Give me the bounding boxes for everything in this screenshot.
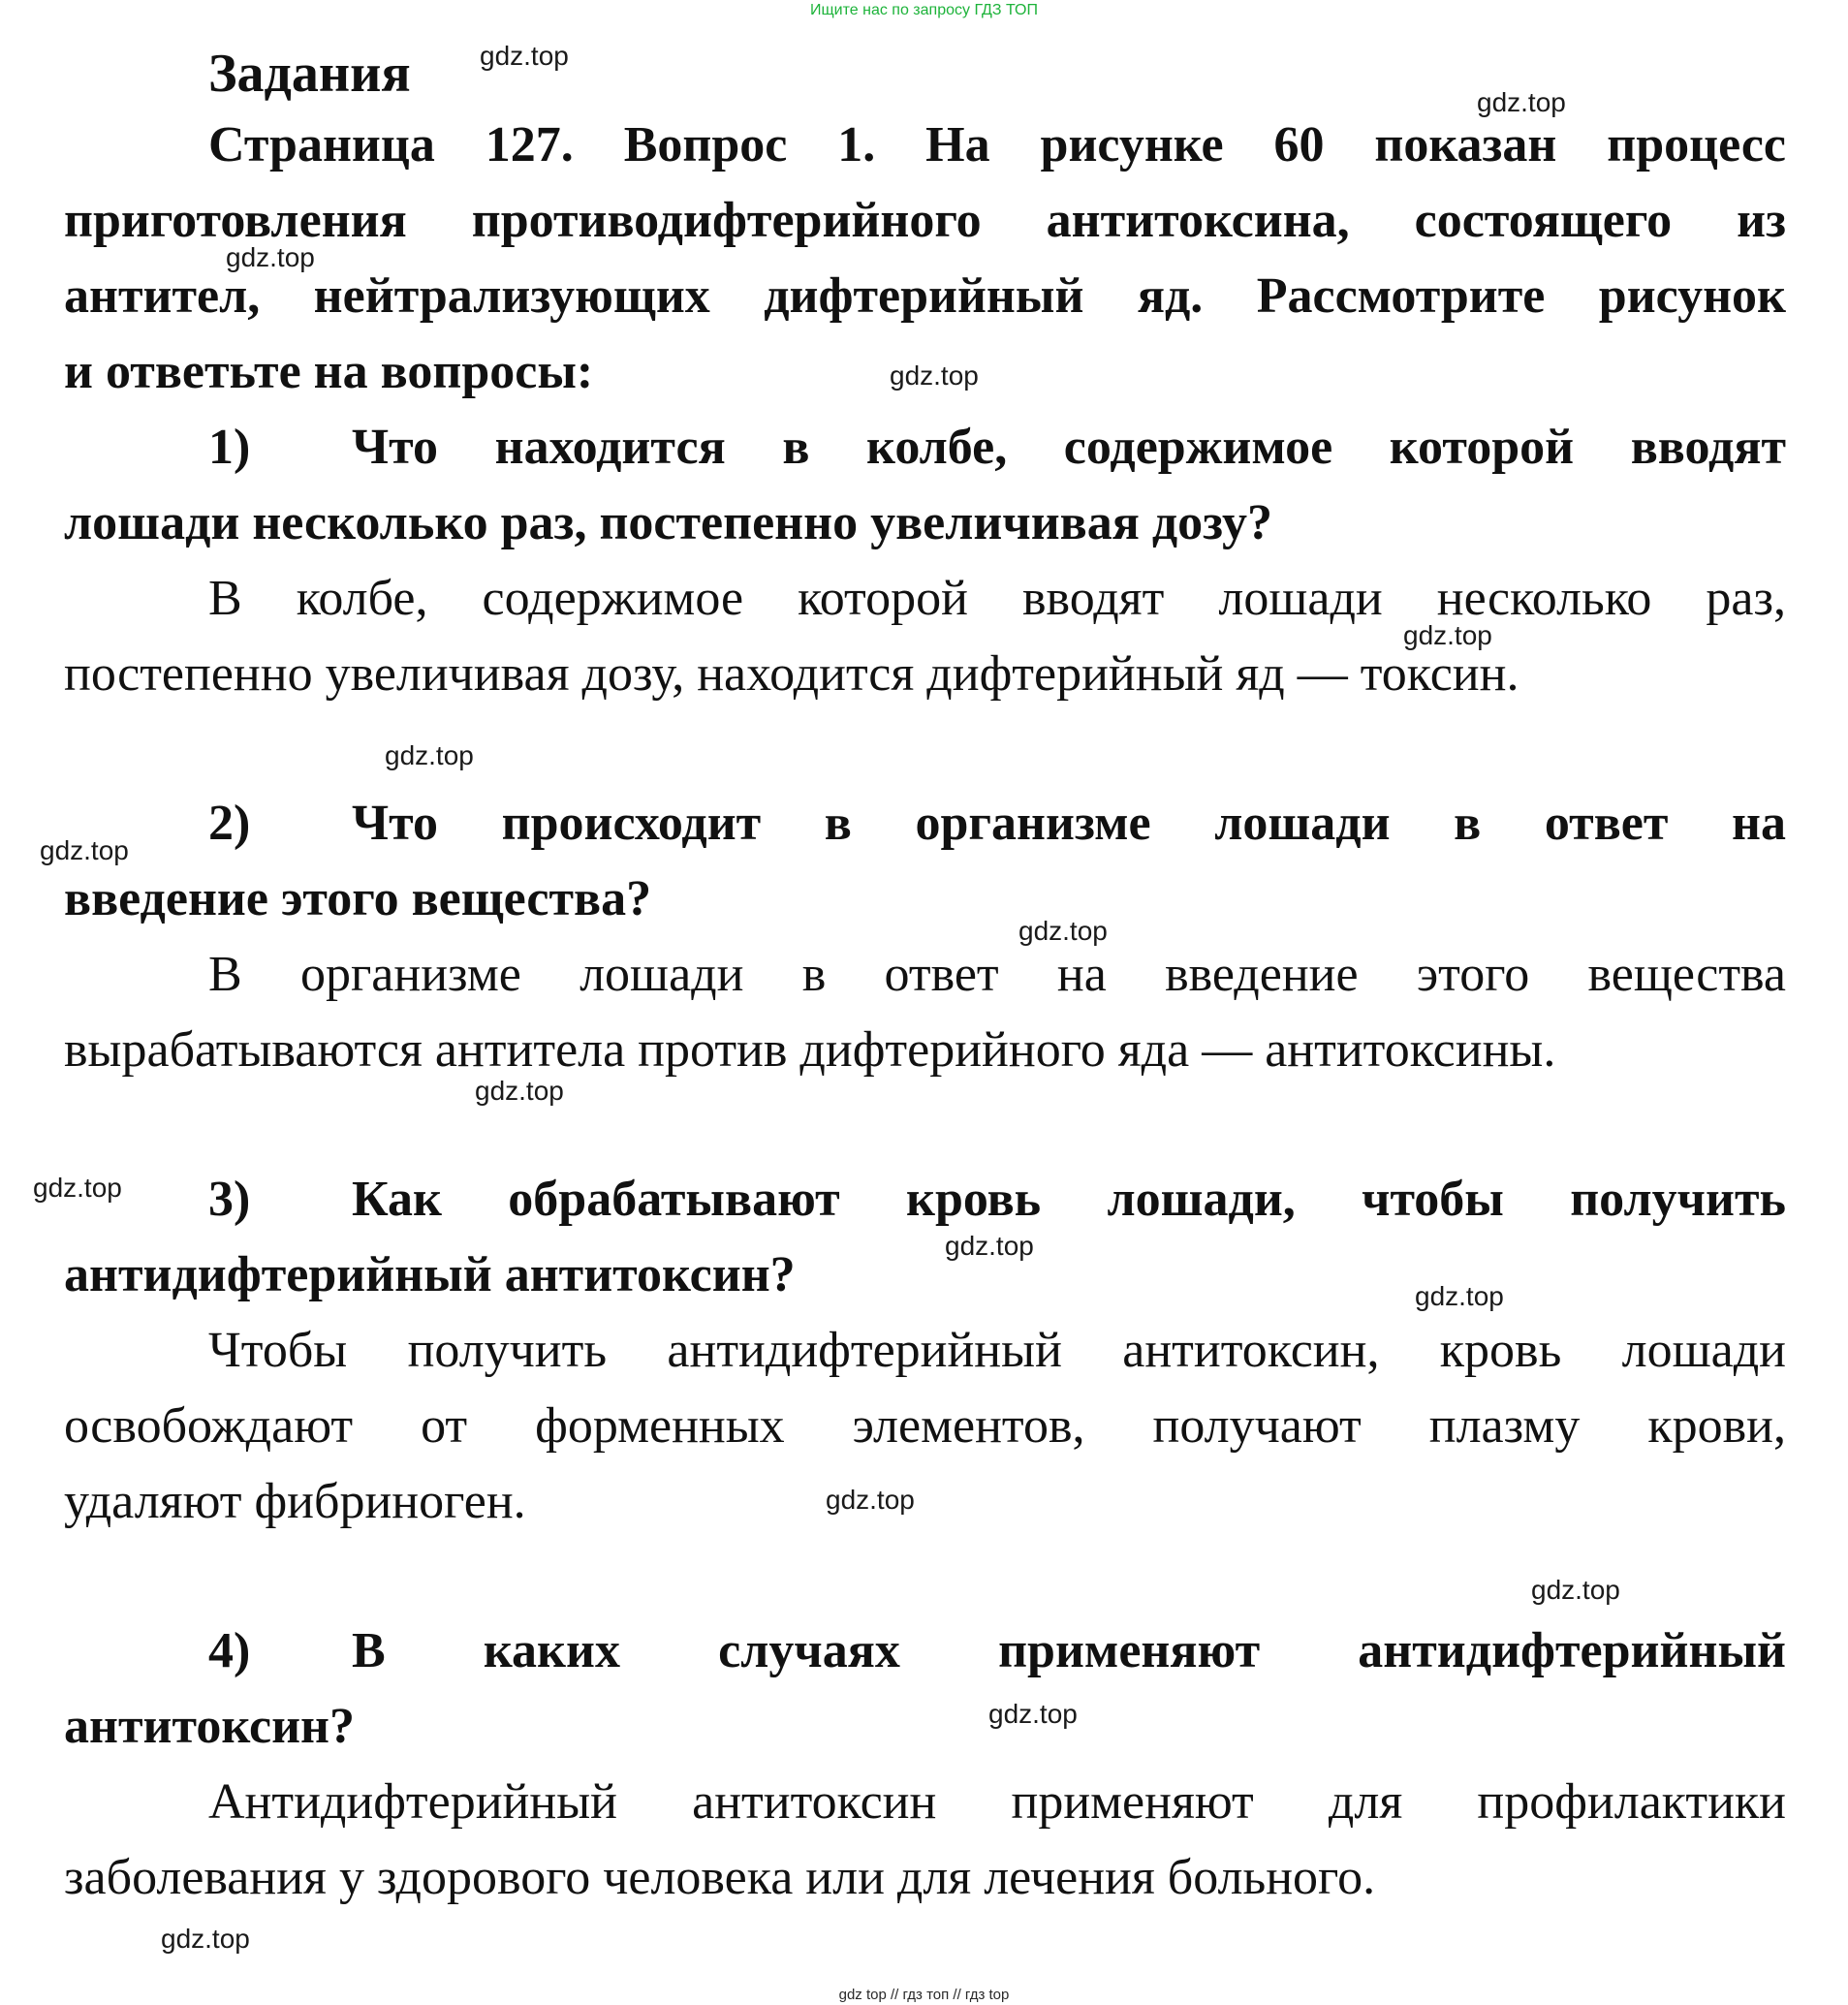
answer-3-line-3: удаляют фибриноген. <box>64 1474 526 1529</box>
watermark: gdz.top <box>161 1924 250 1954</box>
question-2-text: Что происходит в организме лошади в ответ на <box>352 796 1786 851</box>
question-1-line-1 <box>64 419 1786 477</box>
question-2-line-2: введение этого вещества? <box>64 871 652 926</box>
question-4-line-2: антитоксин? <box>64 1699 355 1754</box>
watermark: gdz.top <box>480 41 569 71</box>
watermark: gdz.top <box>1477 87 1566 117</box>
intro-line-1: Страница 127. Вопрос 1. На рисунке 60 показан процесс <box>208 117 1786 172</box>
answer-4-line-1: Антидифтерийный антитоксин применяют для профилактики <box>208 1774 1786 1830</box>
watermark: gdz.top <box>475 1076 564 1106</box>
page-heading: Задания <box>208 44 411 104</box>
question-4-number: 4) <box>208 1623 251 1678</box>
watermark: gdz.top <box>33 1173 122 1203</box>
question-4-text: В каких случаях применяют антидифтерийный <box>352 1623 1786 1678</box>
answer-3-line-2: освобождают от форменных элементов, получают плазму крови, <box>64 1398 1786 1454</box>
question-3-number: 3) <box>208 1172 251 1227</box>
watermark: gdz.top <box>890 360 979 391</box>
answer-1-line-2: постепенно увеличивая дозу, находится дифтерийный яд — токсин. <box>64 646 1519 702</box>
question-3-line-1 <box>64 1171 1786 1229</box>
answer-2-line-2: вырабатываются антитела против дифтерийного яда — антитоксины. <box>64 1022 1556 1078</box>
watermark: gdz.top <box>1531 1575 1620 1605</box>
question-4-line-1 <box>64 1622 1786 1680</box>
question-2-line-1 <box>64 795 1786 853</box>
watermark: gdz.top <box>226 242 315 272</box>
question-1-number: 1) <box>208 420 251 475</box>
question-1-text: Что находится в колбе, содержимое которой вводят <box>352 420 1786 475</box>
question-3-line-2: антидифтерийный антитоксин? <box>64 1247 796 1302</box>
watermark: gdz.top <box>385 740 474 770</box>
question-2-number: 2) <box>208 796 251 851</box>
top-banner: Ищите нас по запросу ГДЗ ТОП <box>810 2 1038 18</box>
answer-3-line-1: Чтобы получить антидифтерийный антитоксин, кровь лошади <box>208 1323 1786 1378</box>
footer-text: gdz top // гдз топ // гдз top <box>838 1987 1010 2003</box>
intro-line-4: и ответьте на вопросы: <box>64 344 594 399</box>
question-1-line-2: лошади несколько раз, постепенно увеличивая дозу? <box>64 495 1272 550</box>
watermark: gdz.top <box>1415 1281 1504 1311</box>
watermark: gdz.top <box>40 835 129 865</box>
watermark: gdz.top <box>826 1485 915 1515</box>
answer-4-line-2: заболевания у здорового человека или для лечения больного. <box>64 1850 1376 1905</box>
watermark: gdz.top <box>945 1231 1034 1261</box>
watermark: gdz.top <box>988 1699 1078 1729</box>
answer-2-line-1: В организме лошади в ответ на введение этого вещества <box>208 947 1786 1002</box>
intro-line-3: антител, нейтрализующих дифтерийный яд. Рассмотрите рисунок <box>64 268 1786 324</box>
watermark: gdz.top <box>1018 916 1108 946</box>
intro-line-2: приготовления противодифтерийного антитоксина, состоящего из <box>64 193 1786 248</box>
answer-1-line-1: В колбе, содержимое которой вводят лошади несколько раз, <box>208 571 1786 626</box>
question-3-text: Как обрабатывают кровь лошади, чтобы получить <box>352 1172 1786 1227</box>
watermark: gdz.top <box>1403 620 1492 650</box>
